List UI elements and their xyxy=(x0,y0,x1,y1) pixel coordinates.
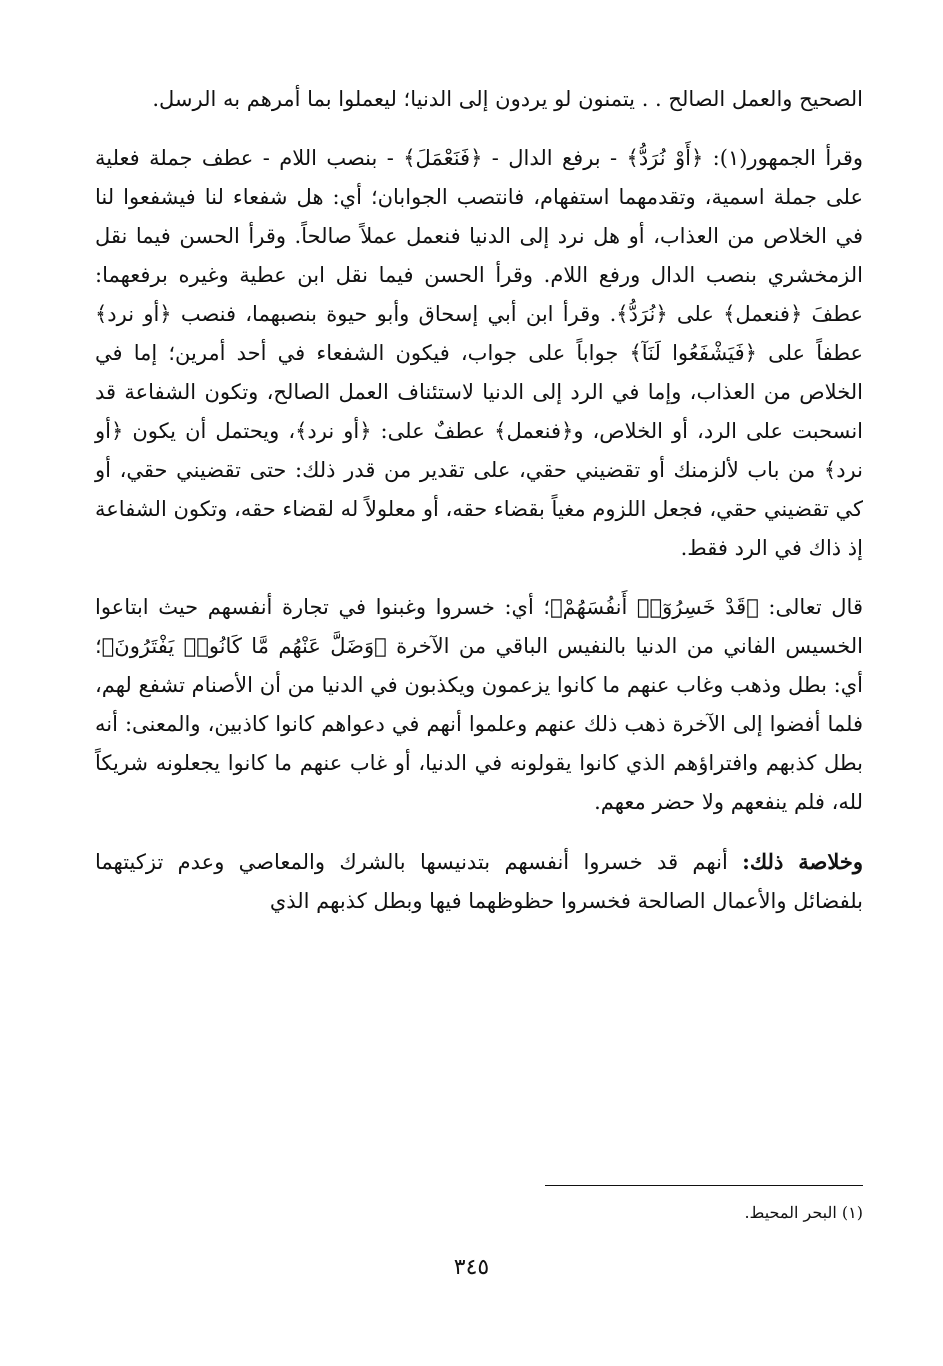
footnote: (١) البحر المحيط. xyxy=(744,1203,863,1222)
paragraph-1: الصحيح والعمل الصالح . . يتمنون لو يردون إلى الدنيا؛ ليعملوا بما أمرهم به الرسل. xyxy=(152,87,863,111)
paragraph-2: وقرأ الجمهور(١): ﴿أَوْ نُرَدُّ﴾ - برفع الدال - ﴿فَنَعْمَلَ﴾ - بنصب اللام - عطف جملة فعلية على جملة اسمية، وتقدمهما استفهام، فانتصب الجوابان؛ أي: هل شفعاء لنا فيشفعوا لنا في الخلاص من العذاب، أو هل نرد إلى الدنيا فنعمل عملاً صالحاً. وقرأ الحسن فيما نقل الزمخشري بنصب الدال ورفع اللام. وقرأ الحسن فيما نقل ابن عطية وغيره برفعهما: عطفَ ﴿فنعمل﴾ على ﴿نُرَدُّ﴾. وقرأ ابن أبي إسحاق وأبو حيوة بنصبهما، فنصب ﴿أو نرد﴾ عطفاً على ﴿فَيَشْفَعُوا لَنَآ﴾ جواباً على جواب، فيكون الشفعاء في أحد أمرين؛ إما في الخلاص من العذاب، وإما في الرد إلى الدنيا لاستئناف العمل الصالح، وتكون الشفاعة قد انسحبت على الرد، أو الخلاص، و﴿فنعمل﴾ عطفٌ على: ﴿أو نرد﴾، ويحتمل أن يكون ﴿أو نرد﴾ من باب لألزمنك أو تقضيني حقي، على تقدير من قدر ذلك: حتى تقضيني حقي، أو كي تقضيني حقي، فجعل اللزوم مغياً بقضاء حقه، أو معلولاً له لقضاء حقه، وتكون الشفاعة إذ ذاك في الرد فقط. xyxy=(95,146,863,560)
paragraph-3: قال تعالى: ﴿قَدْ خَسِرُوٓا۟ أَنفُسَهُمْ﴾؛ أي: خسروا وغبنوا في تجارة أنفسهم حيث ابتاعوا الخسيس الفاني من الدنيا بالنفيس الباقي من الآخرة ﴿وَضَلَّ عَنْهُم مَّا كَانُوا۟ يَفْتَرُونَ﴾؛ أي: بطل وذهب وغاب عنهم ما كانوا يزعمون ويكذبون في الدنيا من أن الأصنام تشفع لهم، فلما أفضوا إلى الآخرة ذهب ذلك عنهم وعلموا أنهم في دعواهم كانوا كاذبين، والمعنى: أنه بطل كذبهم وافتراؤهم الذي كانوا يقولونه في الدنيا، أو غاب عنهم ما كانوا يجعلونه شريكاً لله، فلم ينفعهم ولا حضر معهم. xyxy=(95,595,863,814)
paragraph-summary xyxy=(95,842,863,921)
footnote-divider xyxy=(545,1185,863,1186)
page-body xyxy=(95,80,863,921)
summary-text: أنهم قد خسروا أنفسهم بتدنيسها بالشرك والمعاصي وعدم تزكيتهما بلفضائل والأعمال الصالحة فخسروا حظوظهما فيها وبطل كذبهم الذي xyxy=(95,850,863,913)
summary-label: وخلاصة ذلك: xyxy=(742,849,863,874)
page-number: ٣٤٥ xyxy=(453,1255,490,1280)
